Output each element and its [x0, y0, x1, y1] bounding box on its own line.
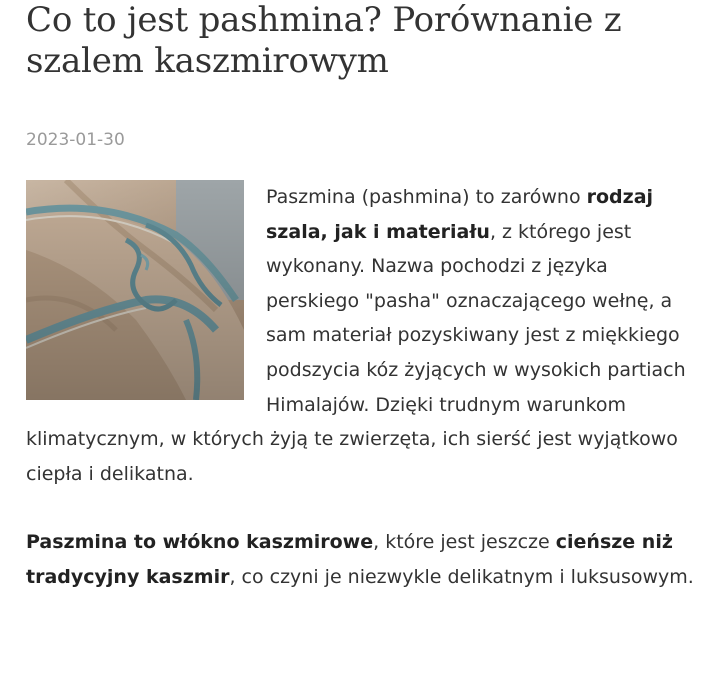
- pashmina-scarf-image: [26, 180, 244, 400]
- article-date: 2023-01-30: [26, 130, 125, 150]
- article-title: Co to jest pashmina? Porównanie z szalem kaszmirowym: [26, 0, 622, 81]
- cashmere-bold-2: cieńsze niż tradycyjny kaszmir: [26, 531, 673, 588]
- article-body: [26, 180, 694, 595]
- cashmere-text-2: , co czyni je niezwykle delikatnym i luksusowym.: [229, 565, 694, 588]
- intro-text-1: Paszmina (pashmina) to zarówno: [266, 186, 587, 208]
- intro-text-2: , z którego jest wykonany. Nazwa pochodzi z języka perskiego "pasha" oznaczającego wełnę, a sam materiał pozyskiwany jest z miękkiego podszycia kóz żyjących w wysokich partiach Himalajów. Dzięki trudnym warunkom klimatycznym, w których żyją te zwierzęta, ich sierść jest wyjątkowo ciepła i delikatna.: [26, 220, 686, 485]
- intro-bold-1: rodzaj szala, jak i materiału: [266, 186, 654, 243]
- scarf-photo-drawing: [26, 180, 244, 400]
- cashmere-text-1: , które jest jeszcze: [373, 531, 556, 554]
- paragraph-cashmere: [26, 525, 694, 594]
- cashmere-bold-1: Paszmina to włókno kaszmirowe: [26, 531, 374, 554]
